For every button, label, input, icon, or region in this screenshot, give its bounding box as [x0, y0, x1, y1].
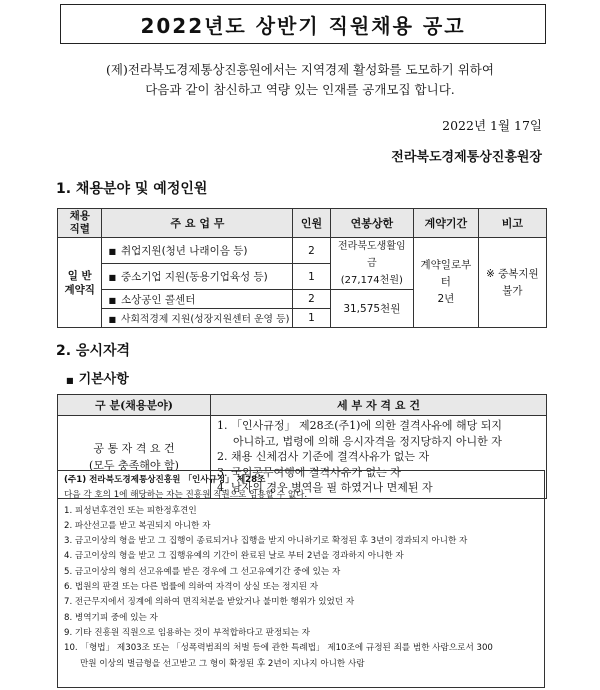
requirement-item: 4. 남자의 경우 병역을 필 하였거나 면제된 자 [217, 481, 433, 494]
col-header: 채용 직렬 [58, 209, 102, 238]
page-title: 2022년도 상반기 직원채용 공고 [140, 13, 466, 38]
organization-name: 전라북도경제통상진흥원장 [391, 150, 542, 165]
footnote-item: 1. 피성년후견인 또는 피한정후견인 [64, 505, 197, 516]
task-cell [102, 264, 293, 290]
col-header: 세 부 자 격 요 건 [211, 395, 547, 416]
category-cell: 일 반 계약직 [58, 238, 102, 328]
bullet-icon: ■ [108, 247, 116, 256]
task-label: 소상공인 콜센터 [121, 293, 196, 306]
title-box [60, 4, 546, 44]
col-header: 인원 [293, 209, 330, 238]
footnote-item: 2. 파산선고를 받고 복권되지 아니한 자 [64, 520, 211, 531]
table-row [58, 238, 547, 264]
bullet-icon: ■ [66, 375, 74, 385]
footnote-item: 10. 「형법」 제303조 또는 「성폭력범죄의 처벌 등에 관한 특례법」 제10조에 규정된 죄를 범한 사람으로서 300 [64, 643, 493, 654]
task-cell [102, 238, 293, 264]
task-label: 사회적경제 지원(성장지원센터 운영 등) [121, 314, 290, 325]
bullet-icon: ■ [108, 273, 116, 282]
footnote-box [57, 470, 545, 688]
bullet-icon: ■ [108, 315, 116, 324]
requirement-item: 2. 채용 신체검사 기준에 결격사유가 없는 자 [217, 450, 430, 463]
footnote-item: 5. 금고이상의 형의 선고유예를 받은 경우에 그 선고유예기간 중에 있는 자 [64, 566, 341, 577]
section-heading-1: 1. 채용분야 및 예정인원 [56, 181, 208, 197]
col-header: 비고 [478, 209, 546, 238]
count-cell: 2 [293, 290, 330, 309]
count-cell: 2 [293, 238, 330, 264]
col-header: 주 요 업 무 [102, 209, 293, 238]
period-cell: 계약일로부터 2년 [414, 238, 479, 328]
intro-line: 다음과 같이 참신하고 역량 있는 인재를 공개모집 합니다. [145, 82, 455, 97]
count-cell: 1 [293, 309, 330, 328]
count-cell: 1 [293, 264, 330, 290]
sub-heading-label: 기본사항 [78, 372, 129, 387]
task-cell [102, 290, 293, 309]
task-label: 중소기업 지원(동용기업육성 등) [121, 271, 268, 283]
footnote-item: 7. 전근무지에서 징계에 의하여 면직처분을 받았거나 불미한 행위가 있었던 자 [64, 597, 355, 608]
task-cell [102, 309, 293, 328]
section-heading-2: 2. 응시자격 [56, 343, 131, 359]
footnote-item: 3. 금고이상의 형을 받고 그 집행이 종료되거나 집행을 받지 아니하기로 확정된 후 3년이 경과되지 아니한 자 [64, 536, 468, 547]
requirement-category: 공 통 자 격 요 건 (모두 충족해야 함) [58, 416, 211, 499]
bullet-icon: ■ [108, 295, 116, 305]
intro-text [0, 60, 600, 100]
footnote-item: 만원 이상의 벌금형을 선고받고 그 형이 확정된 후 2년이 지나지 아니한 사람 [80, 658, 365, 669]
requirement-item: 1. 「인사규정」 제28조(주1)에 의한 결격사유에 해당 되지 [217, 419, 502, 432]
footnote-item: 6. 법원의 판결 또는 다른 법률에 의하여 자격이 상실 또는 정지된 자 [64, 582, 319, 593]
col-header: 연봉상한 [330, 209, 413, 238]
footnote-item: 8. 병역기피 중에 있는 자 [64, 612, 158, 623]
requirement-item: 아니하고, 법령에 의해 응시자격을 정지당하지 아니한 자 [233, 434, 502, 448]
footnote-header: (주1) 전라북도경제통상진흥원 「인사규정」 제28조 [64, 475, 266, 485]
col-header: 계약기간 [414, 209, 479, 238]
footnote-item: 4. 금고이상의 형을 받고 그 집행유예의 기간이 완료된 날로 부터 2년을 경과하지 아니한 자 [64, 551, 404, 562]
salary-cell: 전라북도생활임금 (27,174천원) [330, 238, 413, 290]
requirement-item: 3. 국외공무여행에 결격사유가 없는 자 [217, 465, 401, 479]
intro-line: (제)전라북도경제통상진흥원에서는 지역경제 활성화를 도모하기 위하여 [106, 62, 494, 77]
sub-heading [66, 368, 129, 387]
salary-cell: 31,575천원 [330, 290, 413, 328]
table-header-row [58, 395, 547, 416]
recruitment-table [57, 208, 547, 328]
table-header-row [58, 209, 547, 238]
footnote-lead: 다음 각 호의 1에 해당하는 자는 진흥원 직원으로 임용할 수 없다. [64, 490, 308, 501]
announcement-date: 2022년 1월 17일 [442, 118, 542, 133]
col-header: 구 분(채용분야) [58, 395, 211, 416]
footnote-item: 9. 기타 진흥원 직원으로 임용하는 것이 부적합하다고 판정되는 자 [64, 627, 310, 638]
note-cell: ※ 중복지원 불가 [478, 238, 546, 328]
task-label: 취업지원(청년 나래이음 등) [121, 245, 248, 257]
